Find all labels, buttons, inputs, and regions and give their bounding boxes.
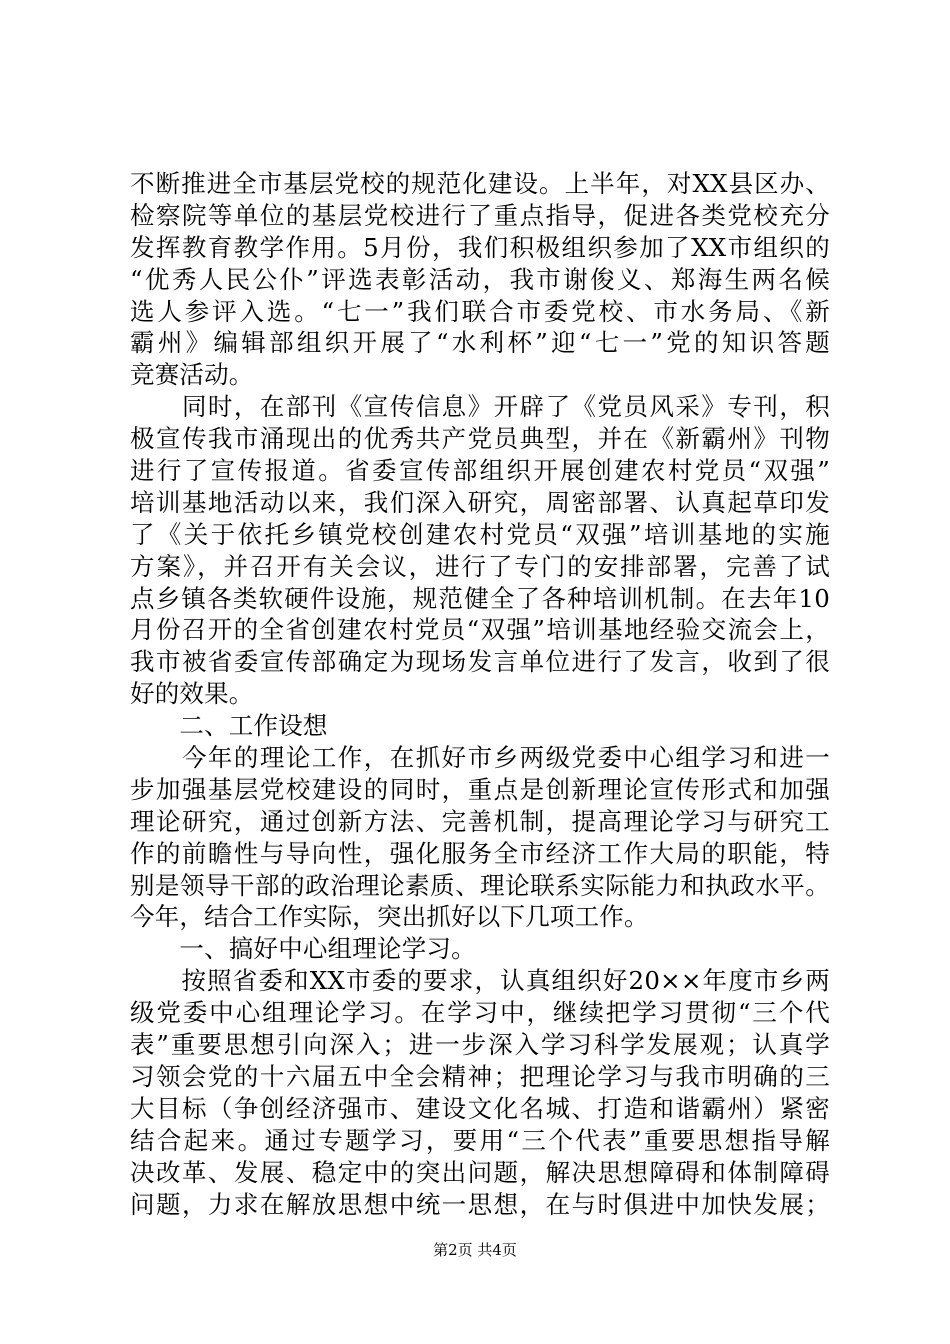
text-line: 结合起来。通过专题学习，要用“三个代表”重要思想指导解 [130, 1125, 830, 1155]
text-line: 大目标（争创经济强市、建设文化名城、打造和谐霸州）紧密 [130, 1093, 830, 1123]
text-line: 发挥教育教学作用。5月份，我们积极组织参加了XX市组织的 [130, 232, 830, 262]
text-line: 一、搞好中心组理论学习。 [130, 934, 476, 964]
text-line: 我市被省委宣传部确定为现场发言单位进行了发言，收到了很 [130, 647, 830, 677]
text-line: 理论研究，通过创新方法、完善机制，提高理论学习与研究工 [130, 806, 830, 836]
text-line: 同时，在部刊《宣传信息》开辟了《党员风采》专刊，积 [130, 392, 830, 422]
text-line: 按照省委和XX市委的要求，认真组织好20××年度市乡两 [130, 966, 830, 996]
text-line: 表”重要思想引向深入；进一步深入学习科学发展观；认真学 [130, 1030, 830, 1060]
text-line: 霸州》编辑部组织开展了“水利杯”迎“七一”党的知识答题 [130, 328, 830, 358]
text-line: 作的前瞻性与导向性，强化服务全市经济工作大局的职能，特 [130, 838, 830, 868]
text-line: 点乡镇各类软硬件设施，规范健全了各种培训机制。在去年10 [130, 583, 830, 613]
text-line: 步加强基层党校建设的同时，重点是创新理论宣传形式和加强 [130, 774, 830, 804]
text-line: 不断推进全市基层党校的规范化建设。上半年，对XX县区办、 [130, 169, 830, 198]
text-line: 今年，结合工作实际，突出抓好以下几项工作。 [130, 902, 649, 932]
text-line: 方案》，并召开有关会议，进行了专门的安排部署，完善了试 [130, 551, 830, 581]
text-line: 级党委中心组理论学习。在学习中，继续把学习贯彻“三个代 [130, 998, 830, 1028]
page-footer: 第2页 共4页 [433, 1241, 517, 1259]
text-line: 极宣传我市涌现出的优秀共产党员典型，并在《新霸州》刊物 [130, 424, 830, 454]
text-line: 选人参评入选。“七一”我们联合市委党校、市水务局、《新 [130, 296, 830, 326]
text-line: 决改革、发展、稳定中的突出问题，解决思想障碍和体制障碍 [130, 1157, 830, 1187]
text-line: 今年的理论工作，在抓好市乡两级党委中心组学习和进一 [130, 743, 830, 773]
text-line: 检察院等单位的基层党校进行了重点指导，促进各类党校充分 [130, 200, 830, 230]
text-line: 进行了宣传报道。省委宣传部组织开展创建农村党员“双强” [130, 456, 830, 486]
text-line: “优秀人民公仆”评选表彰活动，我市谢俊义、郑海生两名候 [130, 264, 830, 294]
text-line: 竞赛活动。 [130, 360, 254, 390]
text-line: 好的效果。 [130, 679, 254, 709]
text-line: 习领会党的十六届五中全会精神；把理论学习与我市明确的三 [130, 1061, 830, 1091]
text-line: 别是领导干部的政治理论素质、理论联系实际能力和执政水平。 [130, 870, 830, 900]
text-line: 月份召开的全省创建农村党员“双强”培训基地经验交流会上， [130, 615, 830, 645]
text-line: 培训基地活动以来，我们深入研究，周密部署、认真起草印发 [130, 487, 830, 517]
text-line: 问题，力求在解放思想中统一思想，在与时俱进中加快发展； [130, 1189, 830, 1219]
text-line: 二、工作设想 [130, 711, 328, 741]
text-line: 了《关于依托乡镇党校创建农村党员“双强”培训基地的实施 [130, 519, 830, 549]
document-body [130, 168, 830, 1220]
